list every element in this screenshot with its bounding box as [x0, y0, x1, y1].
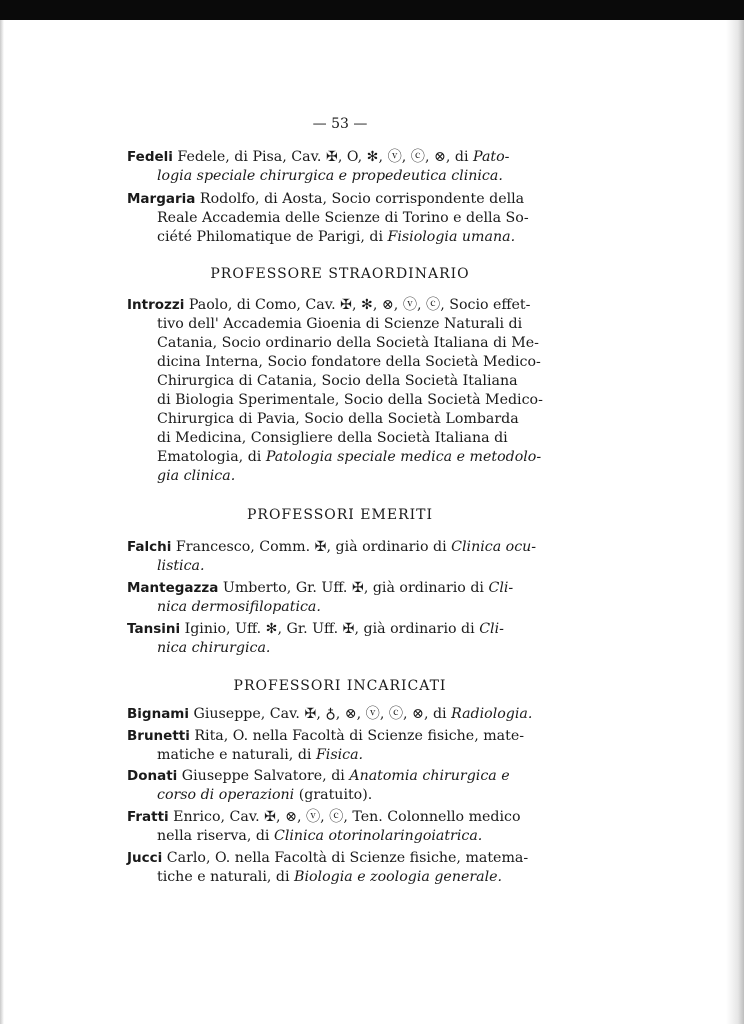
- entry-mantegazza: Mantegazza Umberto, Gr. Uff. ✠, già ordinario di Cli- nica dermosifilopatica.: [127, 580, 514, 615]
- entry-name: Falchi: [127, 539, 172, 555]
- section-heading: PROFESSORI EMERITI: [246, 507, 434, 523]
- entry-name: Fedeli: [127, 149, 173, 165]
- section-heading: PROFESSORI INCARICATI: [233, 678, 447, 694]
- entry-introzzi: Introzzi Paolo, di Como, Cav. ✠, ✻, ⊗, ⓥ, ⓒ, Socio effet- tivo dell' Accademia Gioenia di Scienze Naturali di Catania, Socio ordinario della Società Italiana di Me- dicina Interna, Socio fondatore della Società Medico- Chirurgica di Catania, Socio della Società Italiana di Biologia Sperimentale, Socio della Società Medico- Chirurgica di Pavia, Socio della Società Lombarda di Medicina, Consigliere della Società Italiana di Ematologia, di Patologia speciale medica e metodolo- gia clinica.: [127, 297, 543, 484]
- scan-right-edge: [726, 20, 744, 1024]
- entry-name: Margaria: [127, 191, 196, 207]
- entry-fedeli: Fedeli Fedele, di Pisa, Cav. ✠, O, ✻, ⓥ, ⓒ, ⊗, di Pato- logia speciale chirurgica e propedeutica clinica.: [127, 149, 510, 184]
- page-number: — 53 —: [312, 116, 368, 132]
- entry-donati: Donati Giuseppe Salvatore, di Anatomia chirurgica e corso di operazioni (gratuito).: [127, 768, 510, 803]
- entry-name: Fratti: [127, 809, 169, 825]
- entry-fratti: Fratti Enrico, Cav. ✠, ⊗, ⓥ, ⓒ, Ten. Colonnello medico nella riserva, di Clinica otorinolaringoiatrica.: [127, 809, 521, 844]
- entry-name: Introzzi: [127, 297, 185, 313]
- entry-tansini: Tansini Iginio, Uff. ✻, Gr. Uff. ✠, già ordinario di Cli- nica chirurgica.: [127, 621, 504, 656]
- section-heading: PROFESSORE STRAORDINARIO: [210, 266, 470, 282]
- scan-left-edge: [0, 20, 4, 1024]
- entry-name: Donati: [127, 768, 178, 784]
- entry-margaria: Margaria Rodolfo, di Aosta, Socio corrispondente della Reale Accademia delle Scienze di Torino e della So- ciété Philomatique de Parigi, di Fisiologia umana.: [127, 191, 529, 245]
- entry-name: Mantegazza: [127, 580, 219, 596]
- entry-bignami: Bignami Giuseppe, Cav. ✠, ♁, ⊗, ⓥ, ⓒ, ⊗, di Radiologia.: [127, 706, 533, 722]
- entry-name: Jucci: [127, 850, 163, 866]
- entry-name: Brunetti: [127, 728, 190, 744]
- entry-falchi: Falchi Francesco, Comm. ✠, già ordinario di Clinica ocu- listica.: [127, 539, 537, 574]
- entry-brunetti: Brunetti Rita, O. nella Facoltà di Scienze fisiche, mate- matiche e naturali, di Fisica.: [127, 728, 525, 763]
- entry-name: Bignami: [127, 706, 189, 722]
- entry-jucci: Jucci Carlo, O. nella Facoltà di Scienze fisiche, matema- tiche e naturali, di Biologia e zoologia generale.: [127, 850, 529, 885]
- entry-name: Tansini: [127, 621, 181, 637]
- scan-top-border: [0, 0, 744, 20]
